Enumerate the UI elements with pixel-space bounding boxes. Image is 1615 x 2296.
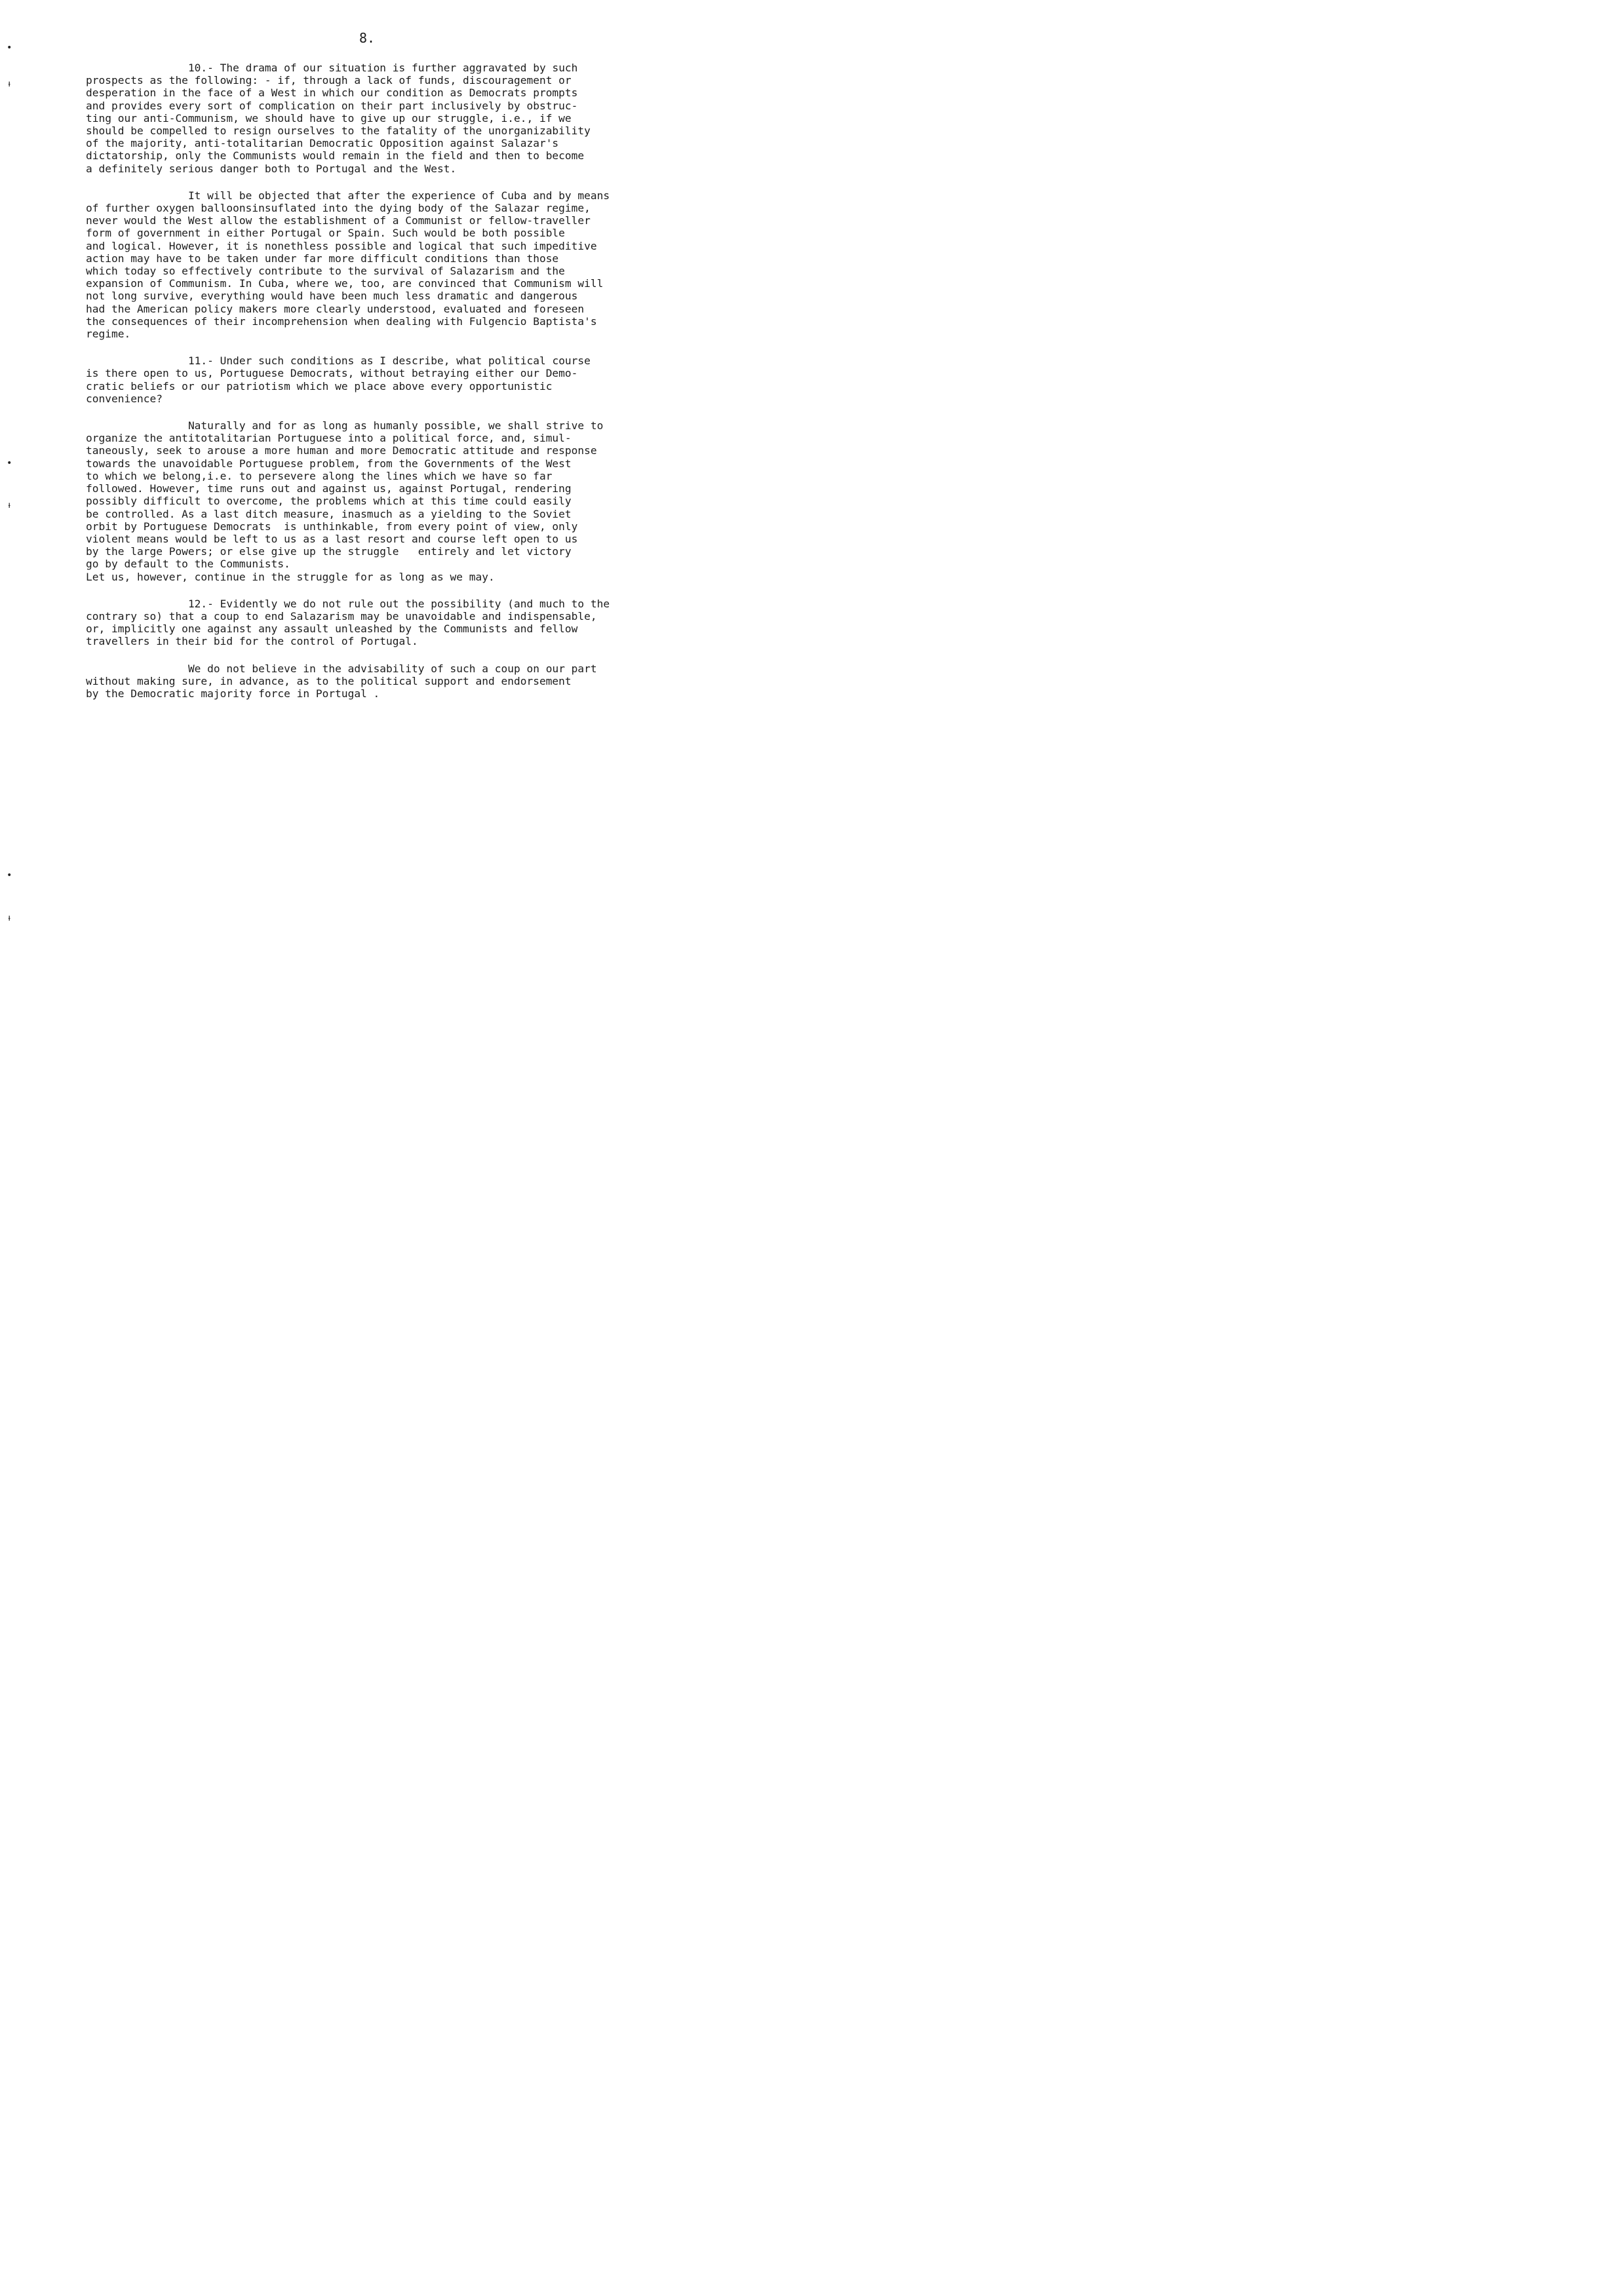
paragraph-10: 10.- The drama of our situation is further aggravated by such prospects as the following: - if, through a lack of funds, discouragement or desperation in the face of a West in which our condition as Democrats prompts and provides every sort of complication on their part inclusively by obstruc- ting our anti-Communism, we should have to give up our struggle, i.e., if we should be compelled to resign ourselves to the fatality of the unorganizability of the majority, anti-totalitarian Democratic Opposition against Salazar's dictatorship, only the Communists would remain in the field and then to become a definitely serious danger both to Portugal and the West. [86,62,591,175]
paragraph-coup: We do not believe in the advisability of such a coup on our part without making sure, in advance, as to the political support and endorsement by the Democratic majority force in Portugal . [86,662,597,700]
page-number: 8. [359,30,376,46]
paragraph-objection: It will be objected that after the experience of Cuba and by means of further oxygen balloonsinsuflated into the dying body of the Salazar regime, never would the West allow the establishment of a Communist or fellow-traveller form of government in either Portugal or Spain. Such would be both possible and logical. However, it is nonethless possible and logical that such impeditive action may have to be taken under far more difficult conditions than those which today so effectively contribute to the survival of Salazarism and the expansion of Communism. In Cuba, where we, too, are convinced that Communism will not long survive, everything would have been much less dramatic and dangerous had the American policy makers more clearly understood, evaluated and foreseen the consequences of their incomprehension when dealing with Fulgencio Baptista's regime. [86,189,610,341]
document-body [86,62,676,700]
paragraph-12: 12.- Evidently we do not rule out the possibility (and much to the contrary so) that a coup to end Salazarism may be unavoidable and indispensable, or, implicitly one against any assault unleashed by the Communists and fellow travellers in their bid for the control of Portugal. [86,597,610,648]
margin-punch-mark: ᵼ [7,500,12,510]
paragraph-naturally: Naturally and for as long as humanly possible, we shall strive to organize the antitotalitarian Portuguese into a political force, and, simul- taneously, seek to arouse a more human and more Democratic attitude and response towards the unavoidable Portuguese problem, from the Governments of the West to which we belong,i.e. to persevere along the lines which we have so far followed. However, time runs out and against us, against Portugal, rendering possibly difficult to overcome, the problems which at this time could easily be controlled. As a last ditch measure, inasmuch as a yielding to the Soviet orbit by Portuguese Democrats is unthinkable, from every point of view, only violent means would be left to us as a last resort and course left open to us by the large Powers; or else give up the struggle entirely and let victory go by default to the Communists. [86,419,604,571]
paragraph-11: 11.- Under such conditions as I describe, what political course is there open to us, Portuguese Democrats, without betraying either our Demo- cratic beliefs or our patriotism which we place above every opportunistic convenience? [86,354,591,405]
margin-punch-mark: • [7,458,12,469]
margin-punch-mark: ᵼ [7,79,12,89]
margin-punch-mark: • [7,870,12,881]
paragraph-continue: Let us, however, continue in the struggle for as long as we may. [86,570,495,583]
margin-punch-mark: ᵼ [7,913,12,923]
document-page [0,0,721,1027]
margin-punch-mark: • [7,43,12,53]
